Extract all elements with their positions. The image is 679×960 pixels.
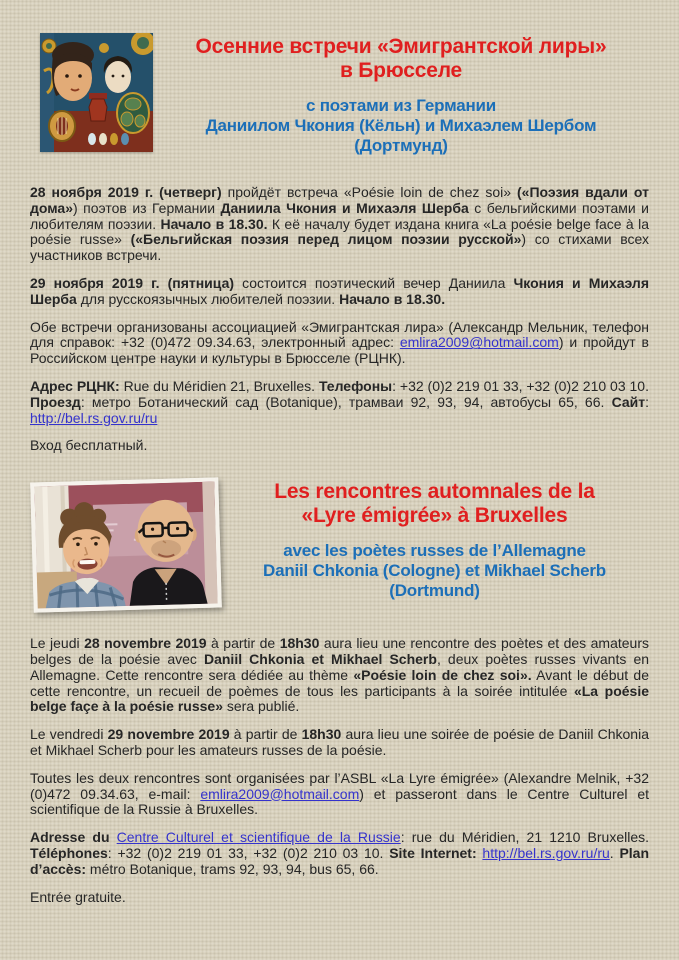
- bold-text-run: Проезд: [30, 393, 81, 410]
- bold-text-run: Site Internet:: [389, 844, 477, 861]
- russian-section-header: [30, 33, 649, 156]
- russian-subtitle-line-2: Даниилом Чкония (Кёльн) и Михаэлем Шербом: [205, 116, 597, 135]
- paragraph-ru-1: [30, 185, 649, 264]
- paragraph-ru-2: [30, 276, 649, 308]
- french-body: [30, 636, 649, 905]
- russian-page-title: [153, 35, 649, 83]
- text-run: Le jeudi: [30, 635, 85, 652]
- poets-photo-graphic: [34, 482, 217, 609]
- french-title-line-1: Les rencontres automnales de la: [274, 480, 595, 504]
- text-run: для русскоязычных любителей поэзии.: [76, 290, 340, 307]
- paragraph-ru-3: [30, 320, 649, 367]
- text-run: .: [609, 844, 620, 861]
- french-subtitle: [220, 541, 649, 601]
- russian-subtitle-line-3: (Дортмунд): [354, 136, 448, 155]
- text-run: К её началу будет издана книга «La poésie belge face à la poésie russe»: [30, 215, 649, 248]
- text-run: :: [645, 393, 649, 410]
- paragraph-fr-1: [30, 636, 649, 715]
- bold-text-run: Начало в 18.30.: [339, 290, 446, 307]
- folk-art-painting-graphic: [40, 33, 153, 152]
- text-run: состоится поэтический вечер Даниила: [234, 274, 514, 291]
- text-run: Вход бесплатный.: [30, 437, 148, 454]
- paragraph-fr-2: [30, 727, 649, 759]
- text-run: aura lieu une soirée de poésie de Daniil Chkonia et Mikhael Scherb pour les amateurs russes de la poésie.: [30, 726, 649, 758]
- text-run: Le vendredi: [30, 726, 108, 743]
- bold-text-run: Чкония и Михаэля Шерба: [30, 274, 649, 307]
- russian-title-line-1: Осенние встречи «Эмигрантской лиры»: [195, 35, 607, 58]
- paragraph-fr-3: [30, 771, 649, 818]
- bold-text-run: («Поэзия вдали от дома»: [30, 184, 649, 216]
- bold-text-run: Адрес РЦНК:: [30, 377, 120, 394]
- bold-text-run: Daniil Chkonia et Mikhael Scherb: [203, 650, 437, 667]
- paragraph-fr-free-entry: [30, 890, 649, 906]
- text-run: ) поэтов из Германии: [73, 199, 221, 216]
- text-run: Avant le début de cette rencontre, un recueil de poèmes de tous les participants à la soirée intitulée: [30, 666, 650, 699]
- text-run: ) et passeront dans le Centre Culturel et scientifique de la Russie à Bruxelles.: [30, 785, 649, 818]
- text-run: ) со стихами всех участников встречи.: [30, 231, 650, 264]
- paragraph-ru-free-entry: [30, 438, 649, 454]
- bold-text-run: («Бельгийская поэзия перед лицом поэзии русской»: [130, 231, 522, 248]
- french-subtitle-line-2: Daniil Chkonia (Cologne) et Mikhael Scherb: [263, 561, 606, 581]
- french-page-title: [220, 480, 649, 528]
- text-run: à partir de: [229, 726, 302, 743]
- french-title-line-2: «Lyre émigrée» à Bruxelles: [301, 504, 568, 528]
- french-section-header: [30, 478, 649, 610]
- french-subtitle-line-1: avec les poètes russes de l’Allemagne: [283, 541, 586, 561]
- text-run: Rue du Méridien 21, Bruxelles.: [119, 377, 319, 394]
- bold-text-run: Adresse du: [30, 829, 117, 846]
- bold-text-run: 29 novembre 2019: [107, 726, 230, 743]
- text-run: : rue du Méridien, 21 1210 Bruxelles.: [400, 829, 650, 846]
- centre-culturel-link[interactable]: Centre Culturel et scientifique de la Russie: [116, 829, 401, 846]
- email-link-ru[interactable]: emlira2009@hotmail.com: [399, 334, 559, 351]
- french-title-block: [220, 478, 649, 601]
- text-run: sera publié.: [223, 698, 300, 715]
- text-run: Обе встречи организованы ассоциацией «Эмигрантская лира» (Александр Мельник, телефон для справок: +32 (0)472 09.34.63, электронный адрес:: [30, 318, 649, 351]
- text-run: métro Botanique, trams 92, 93, 94, bus 65, 66.: [86, 860, 379, 877]
- bold-text-run: Téléphones: [30, 844, 108, 861]
- text-run: Toutes les deux rencontres sont organisées par l’ASBL «La Lyre émigrée» (Alexandre Melnik, +32 (0)472 09.34.63, e-mail:: [30, 769, 649, 802]
- text-run: : +32 (0)2 219 01 33, +32 (0)2 210 03 10.: [392, 377, 649, 394]
- bold-text-run: Начало в 18.30.: [160, 215, 268, 232]
- text-run: Entrée gratuite.: [30, 888, 126, 905]
- text-run: пройдёт встреча «Poésie loin de chez soi»: [221, 184, 518, 200]
- bold-text-run: Сайт: [611, 393, 646, 410]
- text-run: à partir de: [206, 635, 280, 652]
- bold-text-run: Даниила Чкония и Михаэля Шерба: [220, 199, 469, 216]
- russian-body: [30, 185, 649, 454]
- bold-text-run: 29 ноября 2019 г. (пятница): [30, 274, 235, 291]
- paragraph-fr-4: [30, 830, 649, 877]
- bold-text-run: 28 ноября 2019 г. (четверг): [30, 184, 222, 200]
- poets-photo: [30, 478, 222, 613]
- text-run: : метро Ботанический сад (Botanique), трамваи 92, 93, 94, автобусы 65, 66.: [80, 393, 612, 410]
- email-link-fr[interactable]: emlira2009@hotmail.com: [200, 785, 360, 802]
- russian-subtitle-line-1: с поэтами из Германии: [305, 96, 497, 115]
- bold-text-run: Plan d’accès:: [30, 844, 650, 877]
- russian-subtitle: [153, 96, 649, 156]
- text-run: : +32 (0)2 219 01 33, +32 (0)2 210 03 10.: [107, 844, 390, 861]
- bold-text-run: 18h30: [279, 635, 320, 652]
- bold-text-run: «La poésie belge façe à la poésie russe»: [30, 682, 650, 715]
- russian-title-line-2: в Брюсселе: [339, 59, 463, 82]
- bold-text-run: 28 novembre 2019: [84, 635, 207, 652]
- bold-text-run: «Poésie loin de chez soi».: [353, 666, 532, 683]
- text-run: ) и пройдут в Российском центре науки и культуры в Брюсселе (РЦНК).: [30, 334, 649, 367]
- bold-text-run: 18h30: [301, 726, 342, 743]
- french-subtitle-line-3: (Dortmund): [389, 581, 480, 601]
- russian-title-block: [153, 33, 649, 156]
- text-run: aura lieu une rencontre des poètes et des amateurs belges de la poésie avec: [30, 635, 649, 667]
- text-run: , deux poètes russes vivants en Allemagne. Cette rencontre sera dédiée au thème: [30, 650, 650, 683]
- site-link-fr[interactable]: http://bel.rs.gov.ru/ru: [482, 844, 610, 861]
- text-run: с бельгийскими поэтами и любителям поэзии.: [30, 199, 649, 232]
- paragraph-ru-4: [30, 379, 649, 426]
- rcsc-site-link-ru[interactable]: http://bel.rs.gov.ru/ru: [30, 409, 158, 426]
- bold-text-run: Телефоны: [318, 377, 393, 394]
- folk-art-painting: [40, 33, 153, 152]
